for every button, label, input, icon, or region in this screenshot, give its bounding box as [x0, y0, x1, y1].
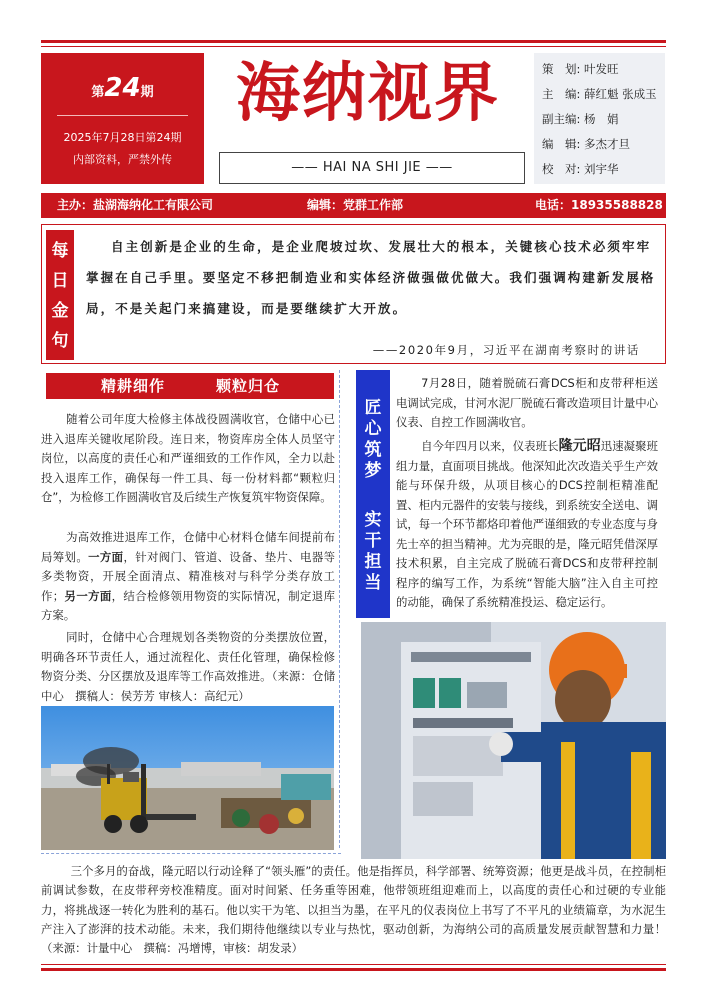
issue-prefix: 第 [91, 85, 105, 100]
issue-box [41, 53, 204, 184]
right-article-p2 [396, 437, 658, 613]
issue-num: 24 [104, 73, 141, 103]
section-divider [41, 853, 341, 854]
bottom-article-text: 三个多月的奋战，隆元昭以行动诠释了“领头雁”的责任。他是指挥员，科学部署、统筹资源；他更是战斗员，在控制柜前调试参数，在皮带秤旁校准精度。面对时间紧、任务重等困难，他带领班组迎难而上，以高度的责任心和过硬的专业能力，将挑战逐一转化为胜利的基石。他以实干为笔、以担当为墨，在平凡的仪表岗位上书写了不平凡的业绩篇章，为水泥生产注入了澎湃的技术动能。未来，我们期待他继续以专业与热忱，驱动创新，为海纳公司的高质量发展贡献智慧和力量！（来源：计量中心 撰稿：冯增博，审核：胡发录） [41, 864, 666, 956]
issue-number [41, 73, 204, 103]
editor-text: 编辑：党群工作部 [307, 198, 404, 212]
staff-proofreader: 校 对: 刘宇华 [542, 162, 619, 176]
top-rule-thin [41, 46, 666, 47]
staff-list [534, 53, 665, 184]
issue-date: 2025年7月28日第24期 [63, 131, 182, 144]
label-char: 担 [364, 552, 382, 572]
issue-suffix: 期 [140, 85, 154, 100]
technician-name: 隆元昭 [558, 438, 601, 454]
column-divider [339, 370, 340, 848]
newspaper-title: 海纳视界 [236, 57, 500, 131]
quote-label-char: 日 [51, 271, 69, 291]
p2-text-a: 自今年四月以来，仪表班长 [421, 439, 559, 453]
bottom-rule-thick [41, 968, 666, 971]
quote-label-char: 每 [51, 241, 69, 261]
label-char: 匠 [364, 398, 382, 418]
p2-text-c: ，针对阀门、管道、设备、垫片、电器等多类物资，开展全面清点、精准核对与科学分类存放工作； [41, 549, 335, 603]
quote-label-char: 句 [51, 331, 69, 351]
quote-source: ——2020年9月，习近平在湖南考察时的讲话 [372, 343, 640, 357]
label-char: 心 [364, 419, 382, 439]
issue-divider [57, 115, 188, 116]
left-header-part1: 精耕细作 [101, 377, 166, 395]
left-header-part2: 颗粒归仓 [216, 377, 281, 395]
forklift-photo [41, 706, 334, 850]
quote-label-char: 金 [51, 301, 69, 321]
technician-photo [361, 622, 666, 859]
top-rule-thick [41, 40, 666, 43]
phone-text: 电话：18935588828 [535, 198, 663, 212]
p2-text-e: ，结合检修领用物资的实际情况，制定退库方案。 [41, 588, 335, 622]
label-char: 实 [364, 510, 382, 530]
p2-emph-2: 另一方面 [64, 588, 112, 603]
right-article-label [356, 370, 390, 618]
left-article-p1: 随着公司年度大检修主体战役圆满收官，仓储中心已进入退库关键收尾阶段。连日来，物资库房全体人员坚守岗位，以高度的责任心和严谨细致的工作作风，全力以赴投入退库工作，确保每一件工具、每一份材料都“颗粒归仓”，为检修工作圆满收官及后续生产恢复筑牢物资保障。 [41, 412, 335, 504]
p2-emph-1: 一方面 [88, 549, 124, 564]
label-char: 干 [364, 531, 382, 551]
left-article-p2 [41, 528, 335, 626]
staff-deputy-editor: 副主编: 杨 娟 [542, 112, 619, 126]
label-char: 当 [364, 573, 382, 593]
staff-chief-editor: 主 编: 薛红魁 张成玉 [542, 87, 657, 101]
left-article-header [46, 373, 334, 399]
staff-editor: 编 辑: 多杰才旦 [542, 137, 631, 151]
sponsor-text: 主办：盐湖海纳化工有限公司 [57, 198, 214, 212]
p2-text-b: 迅速凝聚班组力量，直面项目挑战。他深知此次改造关乎生产效能与环保升级，从项目核心的DCS控制柜精准配置、柜内元器件的安装与接线，到系统安全送电、调试，每一个环节都烙印着他严谨细致的专业态度与身先士卒的担当精神。尤为亮眼的是，隆元昭凭借深厚技术积累，自主完成了脱硫石膏DCS和皮带秤控制程序的编写工作，为系统“智能大脑”注入自主可控的动能，确保了系统精准投运、稳定运行。 [396, 439, 658, 609]
left-article-p3: 同时，仓储中心合理规划各类物资的分类摆放位置，明确各环节责任人，通过流程化、责任化管理，确保检修物资分类、分区摆放及退库等工作高效推进。（来源：仓储中心 撰稿人：侯芳芳 审核人：高纪元） [41, 630, 335, 703]
bottom-rule-thin [41, 964, 666, 965]
right-article-p1: 7月28日，随着脱硫石膏DCS柜和皮带秤柜送电调试完成，甘河水泥厂脱硫石膏改造项目计量中心仪表、自控工作圆满收官。 [396, 376, 658, 429]
staff-planner: 策 划: 叶发旺 [542, 62, 619, 76]
quote-label [46, 230, 74, 360]
quote-text: 自主创新是企业的生命，是企业爬坡过坎、发展壮大的根本，关键核心技术必须牢牢掌握在自己手里。要坚定不移把制造业和实体经济做强做优做大。我们强调构建新发展格局，不是关起门来搞建设，而是要继续扩大开放。 [86, 239, 656, 316]
issue-note: 内部资料，严禁外传 [73, 153, 172, 166]
newspaper-subtitle: —— HAI NA SHI JIE —— [219, 152, 525, 184]
label-char: 梦 [364, 461, 382, 481]
p2-text-a: 为高效推进退库工作，仓储中心材料仓储车间提前布局筹划。 [41, 530, 335, 564]
info-bar [41, 193, 666, 218]
label-char: 筑 [364, 440, 382, 460]
